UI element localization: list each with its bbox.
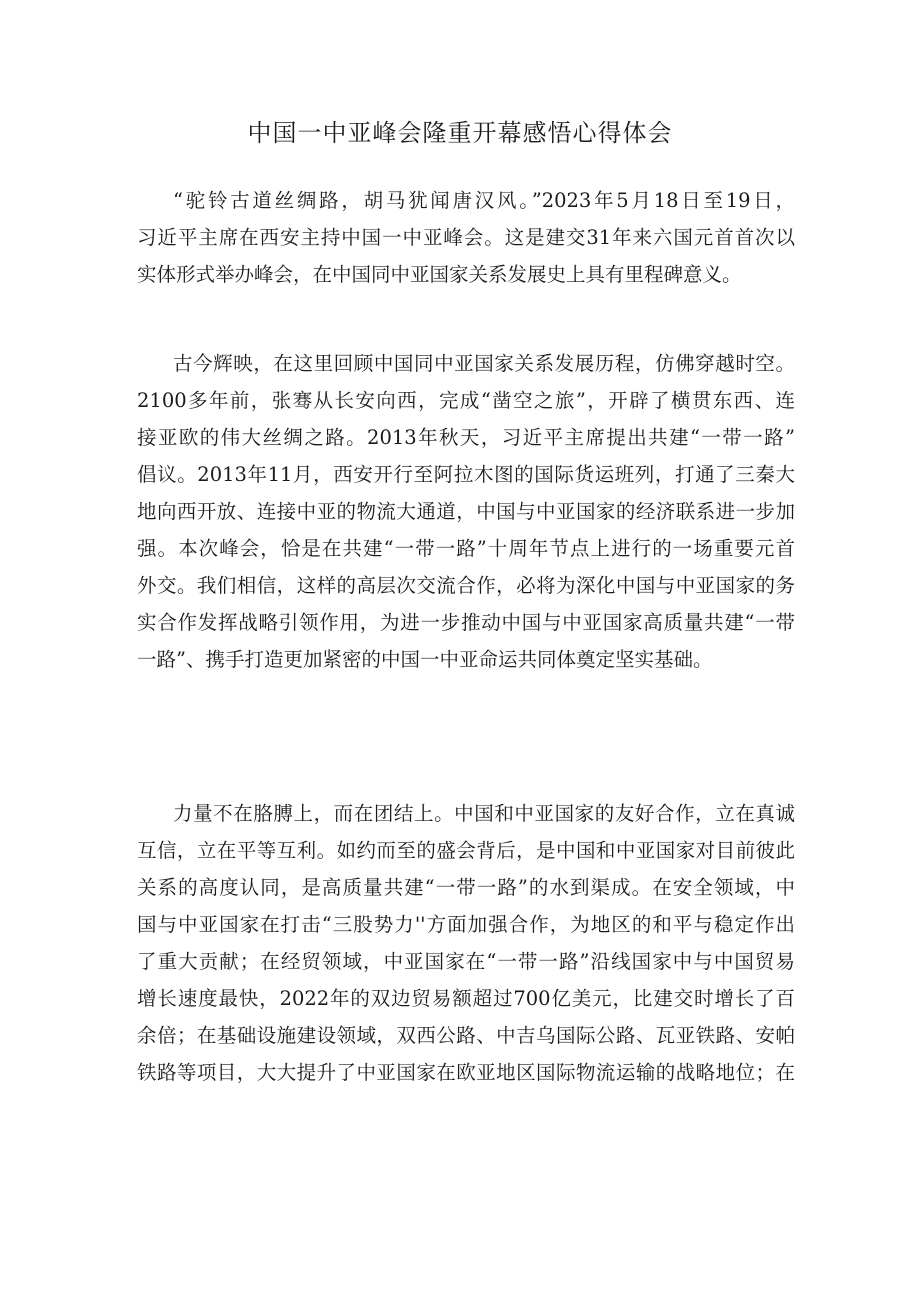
paragraph-line: 2100多年前，张骞从长安向西，完成“凿空之旅”，开辟了横贯东西、连 (137, 389, 795, 412)
paragraph-line: 地向西开放、连接中亚的物流大通道，中国与中亚国家的经济联系进一步加 (137, 500, 795, 523)
paragraph-line: 余倍；在基础设施建设领域，双西公路、中吉乌国际公路、瓦亚铁路、安帕 (137, 1024, 795, 1047)
paragraph-1 (137, 182, 795, 293)
document-title: 中国一中亚峰会隆重开幕感悟心得体会 (247, 119, 673, 147)
paragraph-line: 国与中亚国家在打击“三股势力''方面加强合作，为地区的和平与稳定作出 (137, 913, 795, 936)
paragraph-line: 实合作发挥战略引领作用，为进一步推动中国与中亚国家高质量共建“一带 (137, 611, 795, 634)
paragraph-2 (137, 345, 795, 678)
paragraph-line: 实体形式举办峰会，在中国同中亚国家关系发展史上具有里程碑意义。 (137, 263, 742, 286)
paragraph-line: 倡议。2013年11月，西安开行至阿拉木图的国际货运班列，打通了三秦大 (137, 463, 795, 486)
paragraph-line: 力量不在胳膊上，而在团结上。中国和中亚国家的友好合作，立在真诚 (173, 802, 795, 825)
paragraph-line: 古今辉映，在这里回顾中国同中亚国家关系发展历程，仿佛穿越时空。 (173, 352, 795, 375)
paragraph-line: 接亚欧的伟大丝绸之路。2013年秋天，习近平主席提出共建“一带一路” (137, 426, 795, 449)
paragraph-line: 外交。我们相信，这样的高层次交流合作，必将为深化中国与中亚国家的务 (137, 574, 795, 597)
paragraph-line: 了重大贡献；在经贸领域，中亚国家在“一带一路”沿线国家中与中国贸易 (137, 950, 795, 973)
paragraph-line: 习近平主席在西安主持中国一中亚峰会。这是建交31年来六国元首首次以 (137, 226, 795, 249)
paragraph-line: 关系的高度认同，是高质量共建“一带一路”的水到渠成。在安全领域，中 (137, 876, 795, 899)
paragraph-line: 互信，立在平等互利。如约而至的盛会背后，是中国和中亚国家对目前彼此 (137, 839, 795, 862)
paragraph-line: 增长速度最快，2022年的双边贸易额超过700亿美元，比建交时增长了百 (137, 987, 795, 1010)
paragraph-3 (137, 795, 795, 1091)
paragraph-line: 强。本次峰会，恰是在共建“一带一路”十周年节点上进行的一场重要元首 (137, 537, 795, 560)
paragraph-line: “驼铃古道丝绸路，胡马犹闻唐汉风。”2023年5月18日至19日， (173, 189, 795, 212)
paragraph-line: 一路”、携手打造更加紧密的中国一中亚命运共同体奠定坚实基础。 (137, 648, 713, 671)
paragraph-line: 铁路等项目，大大提升了中亚国家在欧亚地区国际物流运输的战略地位；在 (137, 1061, 795, 1084)
